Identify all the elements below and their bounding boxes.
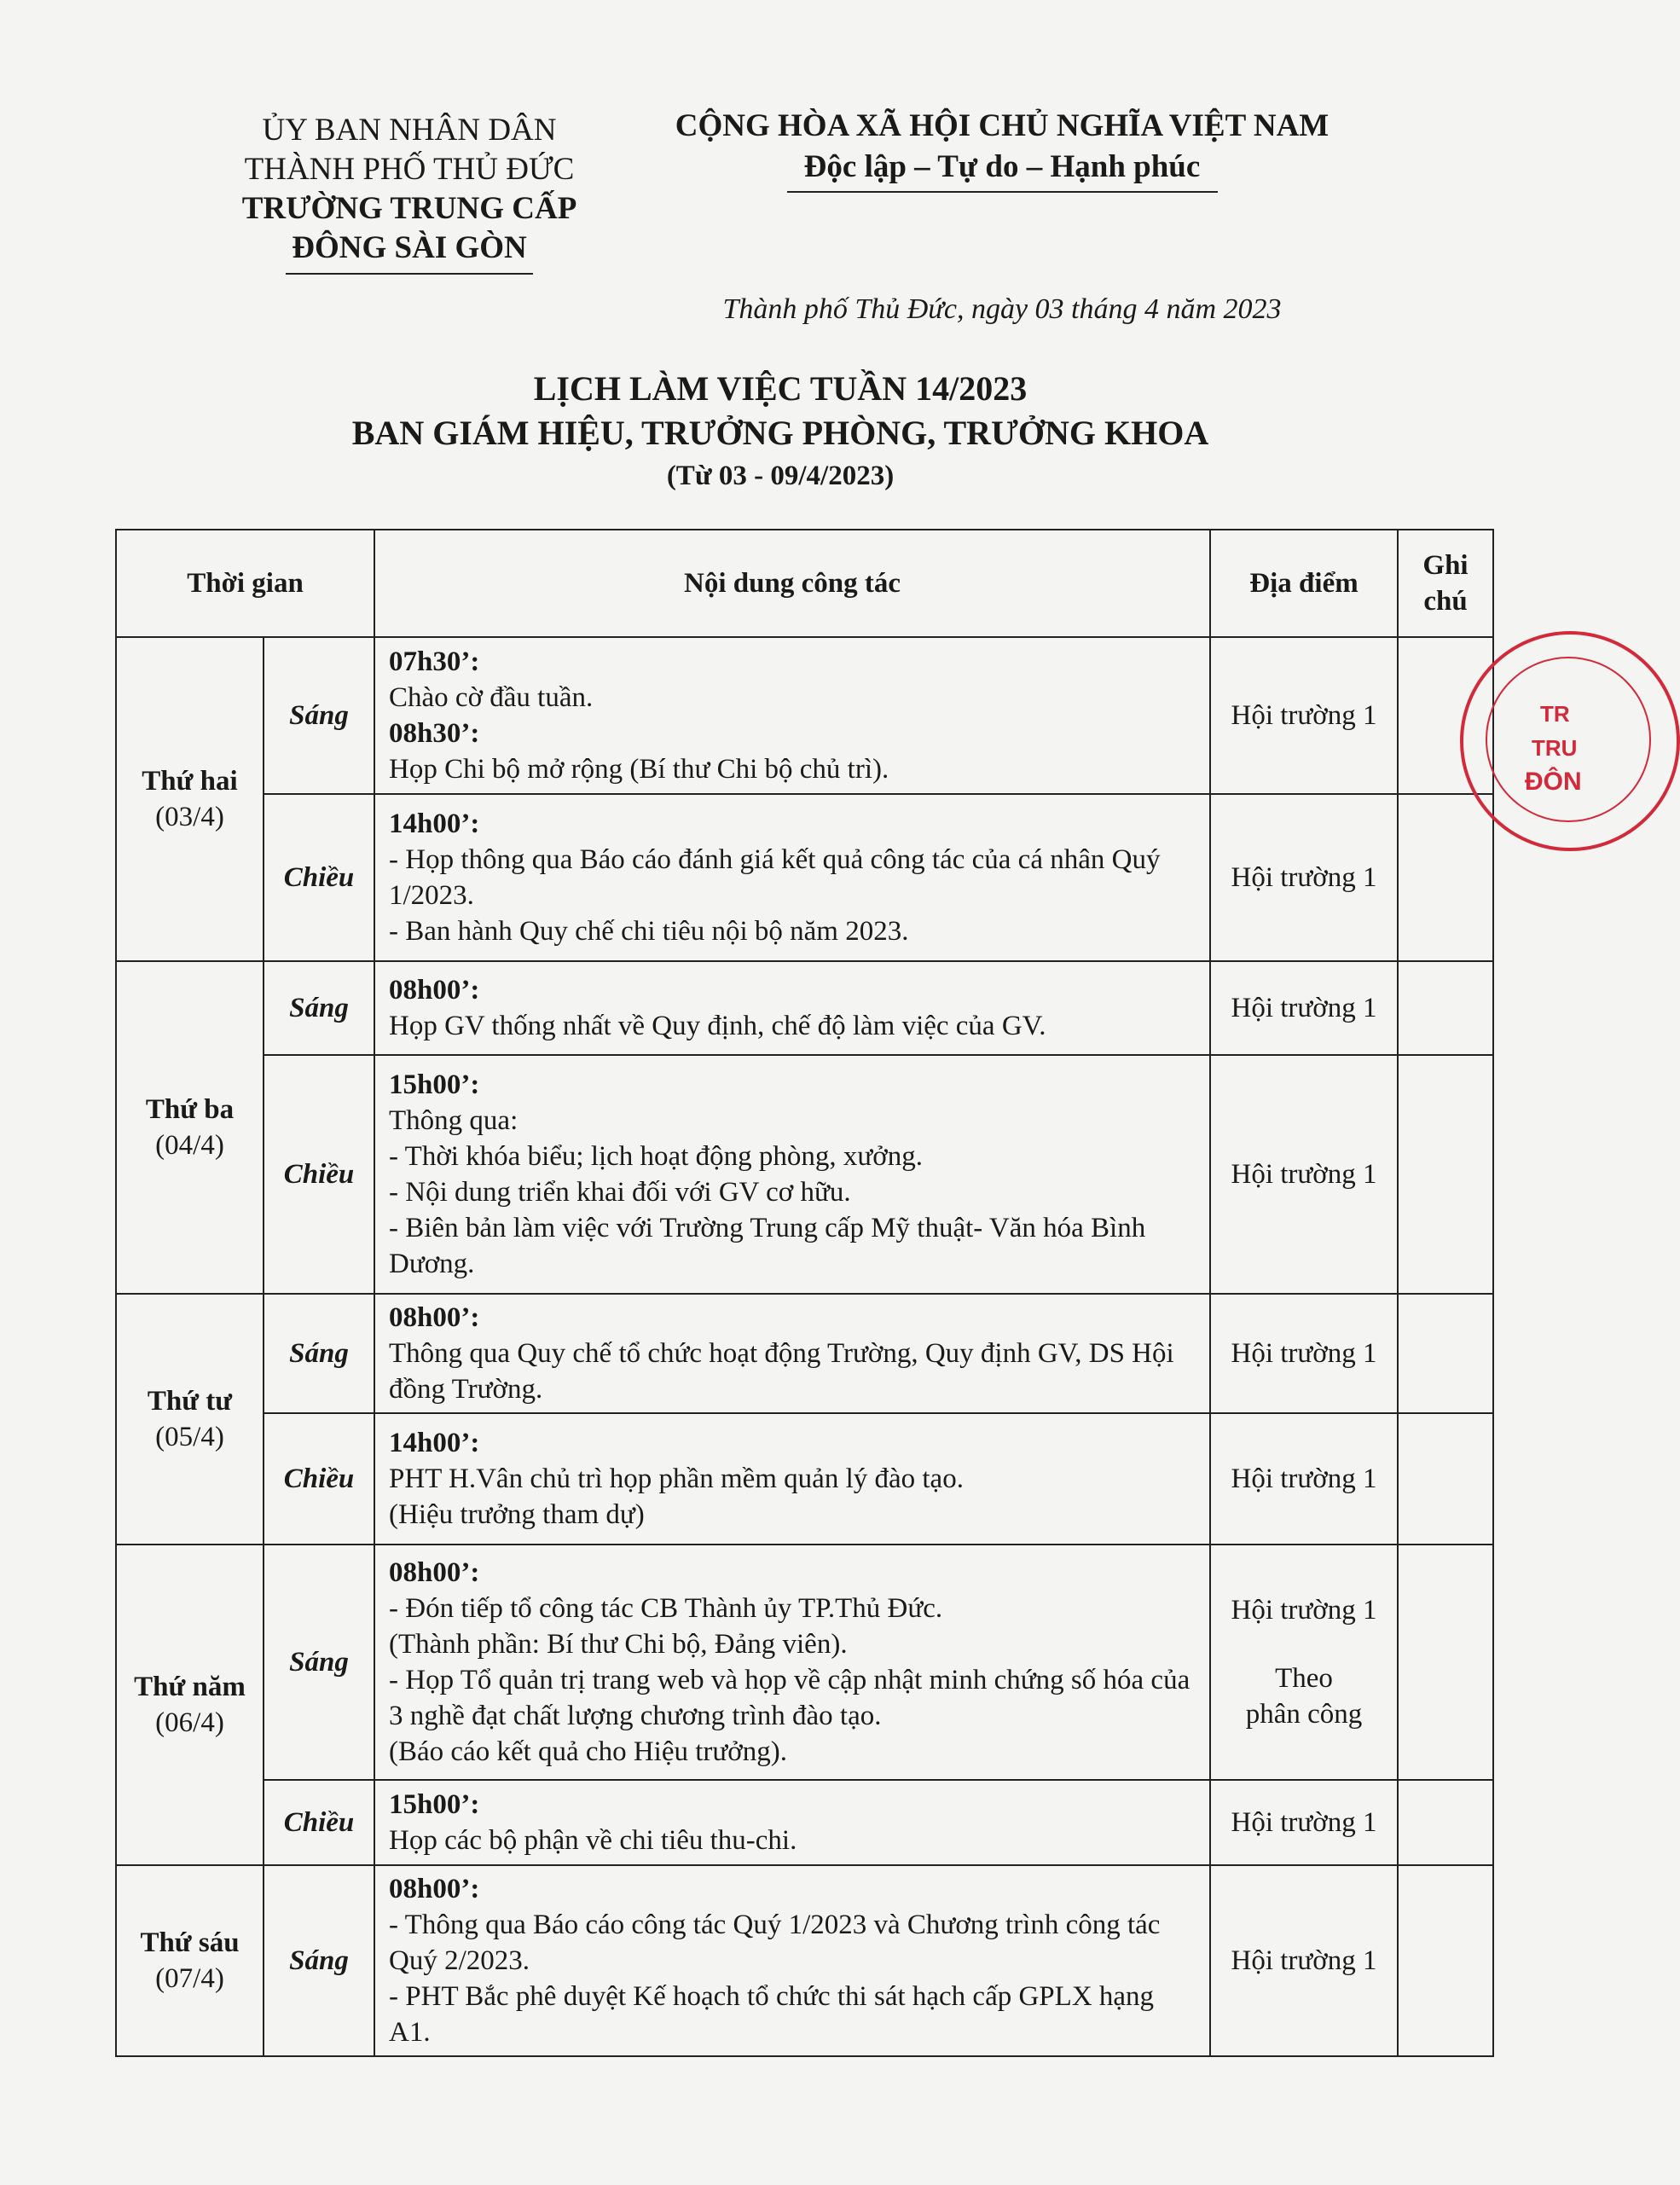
session-cell: Chiều [264,794,374,961]
content-line: - Thời khóa biểu; lịch hoạt động phòng, xưởng. [389,1141,923,1172]
agency-line-1: ỦY BAN NHÂN DÂN [262,113,557,148]
day-date: (03/4) [155,802,224,832]
agency-line-2: THÀNH PHỐ THỦ ĐỨC [244,152,575,187]
session-cell: Sáng [264,637,374,794]
day-cell [116,1294,264,1545]
column-header-content: Nội dung công tác [374,530,1210,637]
content-line: (Thành phần: Bí thư Chi bộ, Đảng viên). [389,1629,848,1660]
motto-line-1: CỘNG HÒA XÃ HỘI CHỦ NGHĨA VIỆT NAM [675,108,1330,143]
national-motto [648,106,1356,193]
title-line-2: BAN GIÁM HIỆU, TRƯỞNG PHÒNG, TRƯỞNG KHOA [351,414,1209,452]
time-label: 15h00’: [389,1789,480,1820]
content-cell [374,1413,1210,1545]
time-label: 08h00’: [389,1302,480,1333]
content-cell [374,637,1210,794]
title-line-1: LỊCH LÀM VIỆC TUẦN 14/2023 [533,369,1028,408]
seal-text: TRU [1532,735,1578,761]
time-label: 07h30’: [389,646,480,677]
place-line: Hội trường 1 [1231,1595,1377,1626]
session-cell: Sáng [264,1294,374,1413]
session-cell: Sáng [264,961,374,1055]
table-row [116,1780,1493,1865]
document-title [171,367,1390,496]
place-cell [1210,1545,1398,1780]
place-cell: Hội trường 1 [1210,1055,1398,1294]
place-cell: Hội trường 1 [1210,1780,1398,1865]
content-cell [374,1780,1210,1865]
column-header-place: Địa điểm [1210,530,1398,637]
time-label: 14h00’: [389,809,480,839]
content-line: Họp GV thống nhất về Quy định, chế độ làm việc của GV. [389,1011,1046,1041]
content-line: - Họp Tổ quản trị trang web và họp về cập nhật minh chứng số hóa của 3 nghề đạt chất lượng chương trình đào tạo. [389,1665,1190,1731]
content-cell [374,1294,1210,1413]
table-row [116,637,1493,794]
table-header-row [116,530,1493,637]
time-label: 14h00’: [389,1428,480,1458]
content-cell [374,961,1210,1055]
day-cell [116,961,264,1294]
note-cell [1398,1294,1493,1413]
session-cell: Sáng [264,1865,374,2056]
agency-line-4: ĐÔNG SÀI GÒN [292,230,527,265]
day-cell [116,1545,264,1865]
table-row [116,1545,1493,1780]
content-cell [374,1055,1210,1294]
place-cell: Hội trường 1 [1210,794,1398,961]
content-line: - Biên bản làm việc với Trường Trung cấp Mỹ thuật- Văn hóa Bình Dương. [389,1213,1146,1279]
dateline: Thành phố Thủ Đức, ngày 03 tháng 4 năm 2023 [722,293,1282,325]
content-line: - Đón tiếp tổ công tác CB Thành ủy TP.Thủ Đức. [389,1593,943,1624]
official-seal [1460,631,1680,851]
column-header-time: Thời gian [116,530,374,637]
session-cell: Chiều [264,1055,374,1294]
content-line: - Nội dung triển khai đối với GV cơ hữu. [389,1177,851,1208]
table-row [116,1055,1493,1294]
column-header-note: Ghi chú [1398,530,1493,637]
content-line: Họp các bộ phận về chi tiêu thu-chi. [389,1825,797,1856]
content-line: Chào cờ đầu tuần. [389,682,594,713]
note-cell [1398,794,1493,961]
day-cell [116,637,264,961]
time-label: 08h00’: [389,1874,480,1904]
issuing-agency [196,111,623,275]
day-date: (06/4) [155,1707,224,1738]
table-row [116,1413,1493,1545]
note-cell [1398,1055,1493,1294]
table-row [116,1865,1493,2056]
session-cell: Sáng [264,1545,374,1780]
content-line: Thông qua Quy chế tổ chức hoạt động Trường, Quy định GV, DS Hội đồng Trường. [389,1338,1174,1405]
session-cell: Chiều [264,1413,374,1545]
note-cell [1398,1780,1493,1865]
table-row [116,1294,1493,1413]
day-name: Thứ hai [142,766,238,797]
place-cell: Hội trường 1 [1210,1865,1398,2056]
note-cell [1398,1413,1493,1545]
place-cell: Hội trường 1 [1210,1294,1398,1413]
place-line: phân công [1245,1699,1363,1730]
title-line-3: (Từ 03 - 09/4/2023) [666,461,895,491]
table-row [116,794,1493,961]
note-cell [1398,1545,1493,1780]
content-line: - Thông qua Báo cáo công tác Quý 1/2023 và Chương trình công tác Quý 2/2023. [389,1910,1161,1976]
place-line: Theo [1275,1663,1333,1694]
day-date: (05/4) [155,1422,224,1452]
note-cell [1398,1865,1493,2056]
time-label: 15h00’: [389,1069,480,1100]
content-line: (Hiệu trưởng tham dự) [389,1499,645,1530]
schedule-table [115,529,1494,2057]
day-date: (07/4) [155,1963,224,1994]
day-name: Thứ sáu [140,1927,240,1958]
content-line: - Họp thông qua Báo cáo đánh giá kết quả công tác của cá nhân Quý 1/2023. [389,844,1161,911]
note-cell [1398,961,1493,1055]
agency-line-3: TRƯỜNG TRUNG CẤP [241,191,577,226]
motto-line-2: Độc lập – Tự do – Hạnh phúc [803,149,1201,184]
table-row [116,961,1493,1055]
content-cell [374,1545,1210,1780]
content-line: Họp Chi bộ mở rộng (Bí thư Chi bộ chủ trì). [389,754,889,785]
content-cell [374,794,1210,961]
day-date: (04/4) [155,1130,224,1161]
content-line: - Ban hành Quy chế chi tiêu nội bộ năm 2023. [389,916,909,947]
place-cell: Hội trường 1 [1210,961,1398,1055]
content-cell [374,1865,1210,2056]
day-name: Thứ tư [147,1386,233,1417]
content-line: - PHT Bắc phê duyệt Kế hoạch tổ chức thi sát hạch cấp GPLX hạng A1. [389,1981,1155,2048]
day-cell [116,1865,264,2056]
time-label: 08h30’: [389,718,480,749]
time-label: 08h00’: [389,1557,480,1588]
place-cell: Hội trường 1 [1210,1413,1398,1545]
content-line: Thông qua: [389,1105,518,1136]
session-cell: Chiều [264,1780,374,1865]
content-line: (Báo cáo kết quả cho Hiệu trưởng). [389,1736,787,1767]
seal-text: TR [1540,701,1570,727]
agency-underline [286,273,533,275]
day-name: Thứ năm [134,1672,246,1702]
day-name: Thứ ba [145,1094,235,1125]
content-line: PHT H.Vân chủ trì họp phần mềm quản lý đào tạo. [389,1463,964,1494]
motto-underline [787,191,1218,193]
seal-text: ĐÔN [1525,768,1582,796]
time-label: 08h00’: [389,975,480,1006]
place-cell: Hội trường 1 [1210,637,1398,794]
